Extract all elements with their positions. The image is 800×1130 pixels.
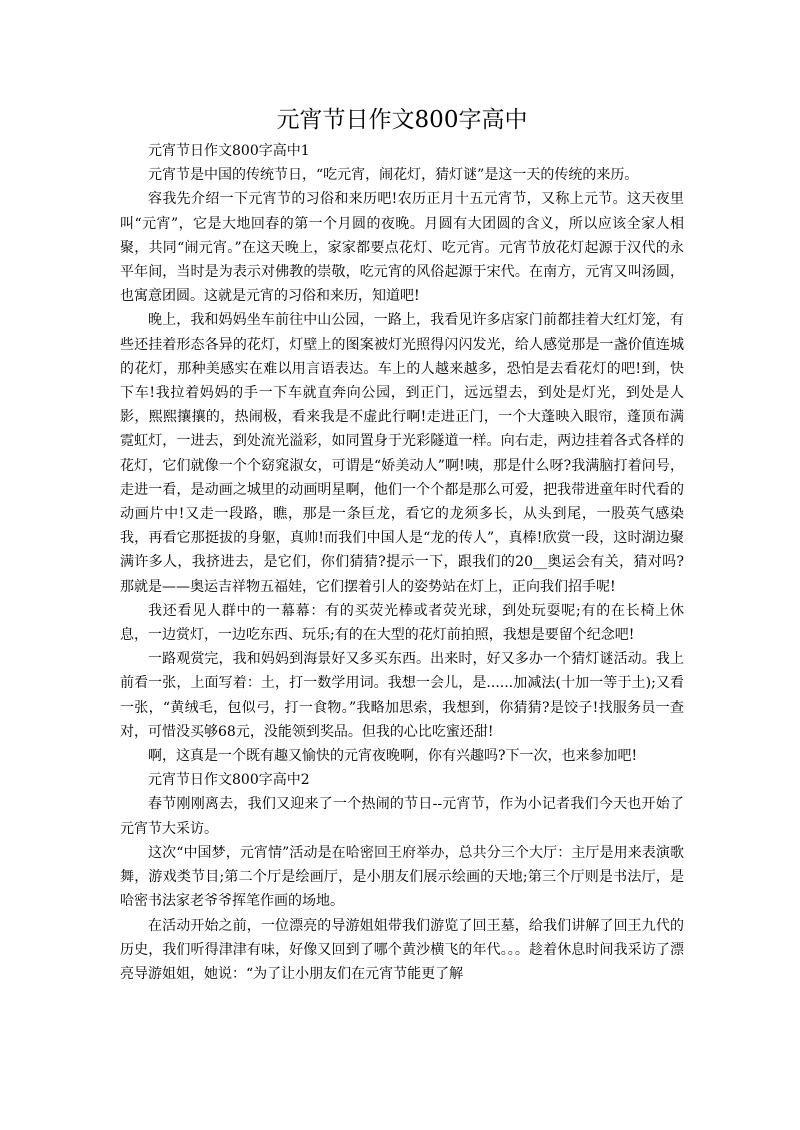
- paragraph: 容我先介绍一下元宵节的习俗和来历吧!农历正月十五元宵节，又称上元节。这天夜里叫“元宵”，它是大地回春的第一个月圆的夜晚。月圆有大团圆的含义，所以应该全家人相聚，共同“闹元宵。”在这天晚上，家家都要点花灯、吃元宵。元宵节放花灯起源于汉代的永平年间，当时是为表示对佛教的崇敬，吃元宵的风俗起源于宋代。在南方，元宵又叫汤圆，也寓意团圆。这就是元宵的习俗和来历，知道吧!: [120, 191, 684, 305]
- paragraph: 在活动开始之前，一位漂亮的导游姐姐带我们游览了回王墓，给我们讲解了回王九代的历史，我们听得津津有味，好像又回到了哪个黄沙横飞的年代。。。趁着休息时间我采访了漂亮导游姐姐，她说：“为了让小朋友们在元宵节能更了解: [120, 917, 684, 982]
- document-title: 元宵节日作文800字高中: [276, 107, 528, 133]
- paragraph: 晚上，我和妈妈坐车前往中山公园，一路上，我看见许多店家门前都挂着大红灯笼，有些还挂着形态各异的花灯，灯壁上的图案被灯光照得闪闪发光，给人感觉那是一盏价值连城的花灯，那种美感实在难以用言语表达。车上的人越来越多，恐怕是去看花灯的吧!到，快下车!我拉着妈妈的手一下车就直奔向公园，到正门，远远望去，到处是灯光，到处是人影，熙熙攘攘的，热闹极，看来我是不虚此行啊!走进正门，一个大蓬映入眼帘，蓬顶布满霓虹灯，一进去，到处流光溢彩，如同置身于光彩隧道一样。向右走，两边挂着各式各样的花灯，它们就像一个个窈窕淑女，可谓是“娇美动人”啊!咦，那是什么呀?我满脑打着问号，走进一看，是动画之城里的动画明星啊，他们一个个都是那么可爱，把我带进童年时代看的动画片中!又走一段路，瞧，那是一条巨龙，看它的龙须多长，从头到尾，一股英气感染我，再看它那挺拔的身躯，真帅!而我们中国人是“龙的传人”，真棒!欣赏一段，这时湖边聚满许多人，我挤进去，是它们，你们猜猜?提示一下，跟我们的20__奥运会有关，猜对吗?那就是——奥运吉祥物五福娃，它们摆着引人的姿势站在灯上，正向我们招手呢!: [120, 312, 684, 595]
- paragraph: 元宵节是中国的传统节日，“吃元宵，闹花灯，猜灯谜”是这一天的传统的来历。: [148, 167, 639, 184]
- paragraph: 春节刚刚离去，我们又迎来了一个热闹的节日--元宵节，作为小记者我们今天也开始了元宵节大采访。: [120, 796, 684, 837]
- document-body: [120, 139, 684, 986]
- document-page: [120, 0, 684, 986]
- section-heading: 元宵节日作文800字高中2: [148, 772, 310, 789]
- section-heading: 元宵节日作文800字高中1: [148, 143, 310, 159]
- paragraph: 我还看见人群中的一幕幕：有的买荧光棒或者荧光球，到处玩耍呢;有的在长椅上休息，一边赏灯，一边吃东西、玩乐;有的在大型的花灯前拍照，我想是要留个纪念吧!: [120, 602, 684, 644]
- paragraph: 一路观赏完，我和妈妈到海景好又多买东西。出来时，好又多办一个猜灯谜活动。我上前看一张，上面写着：土，打一数学用词。我想一会儿，是......加减法(十加一等于土);又看一张，“黄绒毛，包似弓，打一食物。”我略加思索，我想到，你猜猜?是饺子!找服务员一查对，可惜没买够68元，没能领到奖品。但我的心比吃蜜还甜!: [120, 651, 684, 740]
- paragraph: 这次“中国梦，元宵情”活动是在哈密回王府举办，总共分三个大厅：主厅是用来表演歌舞，游戏类节目;第二个厅是绘画厅，是小朋友们展示绘画的天地;第三个厅则是书法厅，是哈密书法家老爷爷挥笔作画的场地。: [120, 844, 684, 910]
- paragraph: 啊，这真是一个既有趣又愉快的元宵夜晚啊，你有兴趣吗?下一次，也来参加吧!: [148, 748, 638, 765]
